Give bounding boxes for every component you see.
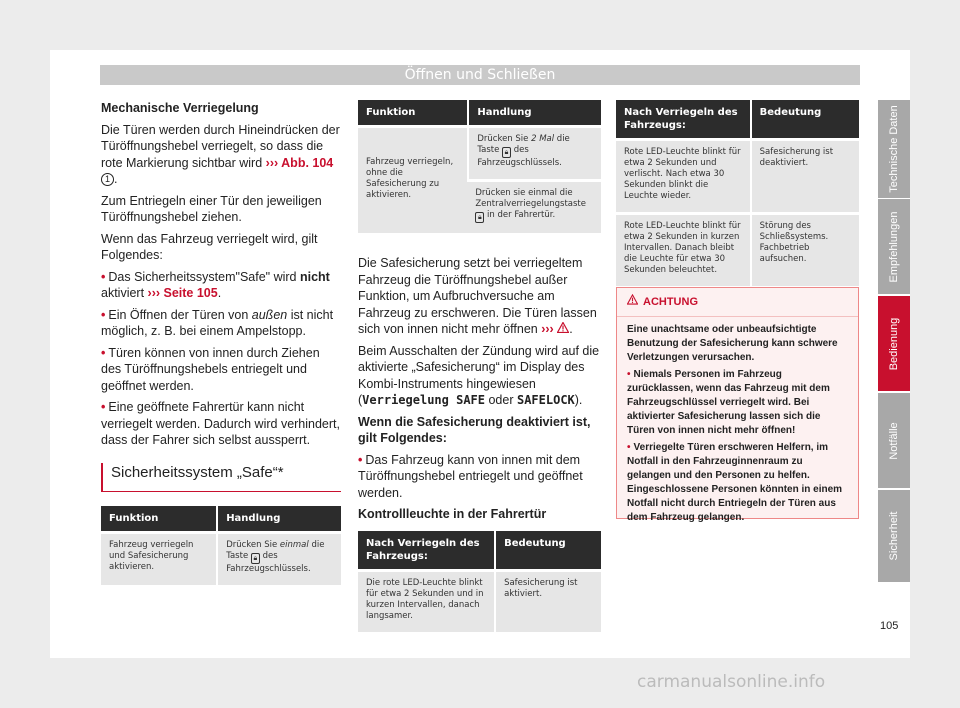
table-row: [616, 138, 859, 212]
table-header: Nach Verriegeln des Fahrzeugs:: [358, 531, 494, 569]
text: die Taste: [477, 134, 570, 155]
table-header: Handlung: [467, 100, 601, 125]
bullet-icon: •: [627, 442, 631, 453]
text: ).: [574, 393, 583, 407]
tab-label: Technische Daten: [888, 105, 900, 193]
bullet-icon: •: [101, 269, 106, 284]
text: .: [569, 322, 573, 336]
text: .: [114, 172, 118, 186]
text: oder: [485, 393, 517, 407]
text: ist nicht möglich, z. B. bei einem Ampelstopp.: [101, 307, 334, 338]
table-row: [616, 212, 859, 286]
text: Verriegelte Türen erschweren Helfern, im Notfall in den Fahrzeuginnenraum zu gelangen und den Personen zu helfen. Eingeschlossene Personen könnten in einem Notfall nicht durch Entriegeln der Türen aus dem Fahrzeug gelangen.: [627, 442, 843, 523]
table-row: [358, 569, 601, 632]
table-cell: [467, 125, 601, 179]
paragraph: [358, 255, 601, 338]
warning-triangle-icon: [557, 322, 569, 333]
tab-sicherheit[interactable]: [878, 490, 910, 582]
text: einmal: [279, 539, 309, 550]
warning-triangle-icon: [627, 294, 638, 305]
column-middle: [358, 100, 601, 632]
paragraph: Wenn die Safesicherung deaktiviert ist, gilt Folgendes:: [358, 414, 591, 445]
table-header: Nach Verriegeln des Fahrzeugs:: [616, 100, 750, 138]
paragraph: Wenn das Fahrzeug verriegelt wird, gilt Folgendes:: [101, 231, 318, 262]
bullet-item: [101, 399, 341, 449]
table-row: [358, 125, 601, 179]
text: Drücken sie einmal die Zentralverriegelungstaste: [475, 188, 586, 209]
tab-label: Sicherheit: [888, 511, 900, 561]
tab-bedienung[interactable]: [878, 296, 910, 391]
table-cell: Fahrzeug verriegeln und Safesicherung aktivieren.: [101, 531, 216, 585]
text: Ein Öffnen der Türen von: [108, 307, 252, 322]
text: nicht: [299, 269, 330, 284]
table-header: Funktion: [101, 506, 216, 531]
table-cell: Störung des Schließsystems. Fachbetrieb aufsuchen.: [750, 212, 859, 286]
page-number: 105: [880, 620, 899, 632]
tab-technische-daten[interactable]: [878, 100, 910, 198]
table-header: Bedeutung: [750, 100, 859, 138]
indicator-table: [616, 100, 859, 286]
table-cell: [467, 179, 601, 233]
tab-empfehlungen[interactable]: [878, 199, 910, 294]
callout-number: 1: [101, 173, 114, 186]
tab-label: Bedienung: [888, 317, 900, 370]
table-cell: Fahrzeug verriegeln, ohne die Safesicherung zu aktivieren.: [358, 125, 467, 233]
indicator-table: [358, 531, 601, 632]
watermark: carmanualsonline.info: [637, 672, 826, 692]
lock-key-icon: 🔒︎: [251, 553, 260, 564]
page-header: Öffnen und Schließen: [100, 65, 860, 85]
function-table: [101, 506, 341, 585]
table-header: Handlung: [216, 506, 341, 531]
bullet-icon: •: [101, 307, 106, 322]
table-cell: Die rote LED-Leuchte blinkt für etwa 2 Sekunden und in kurzen Intervallen, danach langsamer.: [358, 569, 494, 632]
text: Niemals Personen im Fahrzeug zurücklassen, wenn das Fahrzeug mit dem Fahrzeugschlüssel verriegelt wird. Bei aktivierter Safesicherung lassen sich die Türen von innen nicht mehr öffnen!: [627, 369, 830, 436]
table-cell: Rote LED-Leuchte blinkt für etwa 2 Sekunden in kurzen Intervallen. Danach bleibt die Leuchte für etwa 30 Sekunden beleuchtet.: [616, 212, 750, 286]
table-cell: Rote LED-Leuchte blinkt für etwa 2 Sekunden und verlischt. Nach etwa 30 Sekunden blinkt die Leuchte wieder.: [616, 138, 750, 212]
figure-reference-link[interactable]: ››› Abb. 104: [265, 155, 334, 170]
display-message: Verriegelung SAFE: [362, 393, 485, 407]
warning-box: [616, 287, 859, 523]
tab-label: Notfälle: [888, 421, 900, 460]
table-row: [101, 531, 341, 585]
table-header: Funktion: [358, 100, 467, 125]
bullet-icon: •: [101, 345, 106, 360]
text: Eine geöffnete Fahrertür kann nicht verriegelt werden. Dadurch wird verhindert, dass der Fahrer sich selbst aussperrt.: [101, 400, 340, 447]
bullet-item: [101, 345, 341, 395]
section-heading-mechanical-locking: Mechanische Verriegelung: [101, 101, 259, 115]
text: des Fahrzeugschlüssels.: [477, 145, 562, 168]
bullet-icon: •: [358, 452, 363, 467]
warning-reference-link[interactable]: ›››: [541, 322, 554, 336]
text: Das Sicherheitssystem"Safe" wird: [108, 269, 300, 284]
text: 2 Mal: [531, 134, 555, 144]
table-cell: Safesicherung ist deaktiviert.: [750, 138, 859, 212]
text: Türen können von innen durch Ziehen des Türöffnungshebels entriegelt und geöffnet werden.: [101, 345, 320, 393]
paragraph: Zum Entriegeln einer Tür den jeweiligen Türöffnungshebel ziehen.: [101, 193, 322, 224]
text: .: [217, 286, 222, 300]
text: Beim Ausschalten der Zündung wird auf die aktivierte „Safesicherung“ im Display des Kombi-Instruments hingewiesen (: [358, 343, 600, 407]
paragraph: [358, 343, 601, 409]
central-lock-icon: 🔒︎: [475, 212, 484, 223]
column-left: [101, 100, 341, 585]
text: Die Safesicherung setzt bei verriegeltem Fahrzeug die Türöffnungshebel außer Funktion, um Aufbruchversuche am Fahrzeug zu erschweren. Die Türen lassen sich von innen nicht mehr öffnen: [358, 256, 597, 336]
bullet-item: [101, 307, 341, 340]
text: Drücken Sie: [226, 539, 280, 550]
text: Das Fahrzeug kann von innen mit dem Türöffnungshebel entriegelt und geöffnet werden.: [358, 452, 583, 500]
paragraph: Eine unachtsame oder unbeaufsichtigte Benutzung der Safesicherung kann schwere Verletzungen verursachen.: [627, 324, 838, 363]
table-cell: Safesicherung ist aktiviert.: [494, 569, 601, 632]
bullet-item: [358, 452, 601, 502]
bullet-item: [101, 269, 341, 302]
text: Drücken Sie: [477, 134, 532, 144]
text: aktiviert: [101, 286, 148, 300]
text: in der Fahrertür.: [484, 210, 556, 220]
text: des Fahrzeugschlüssels.: [226, 550, 311, 574]
warning-body: [627, 323, 848, 525]
tab-label: Empfehlungen: [888, 211, 900, 282]
text: ACHTUNG: [643, 296, 698, 308]
text: außen: [251, 307, 288, 322]
tab-notfaelle[interactable]: [878, 393, 910, 488]
display-message: SAFELOCK: [516, 393, 575, 407]
warning-title: [617, 292, 858, 317]
paragraph: [101, 122, 341, 188]
section-title-safe-system: Sicherheitssystem „Safe“*: [101, 463, 341, 492]
bullet-item: [627, 441, 848, 525]
paragraph: Kontrollleuchte in der Fahrertür: [358, 507, 547, 521]
table-cell: [216, 531, 341, 585]
function-table: [358, 100, 601, 233]
page-reference-link[interactable]: ››› Seite 105: [147, 286, 218, 300]
text: Die Türen werden durch Hineindrücken der Türöffnungshebel verriegelt, so dass die rote Markierung sichtbar wird: [101, 122, 340, 170]
column-right: [616, 100, 859, 286]
text: die Taste: [226, 539, 325, 561]
lock-key-icon: 🔒︎: [502, 147, 511, 158]
bullet-icon: •: [101, 400, 106, 414]
bullet-item: [627, 368, 848, 438]
table-header: Bedeutung: [494, 531, 601, 569]
bullet-icon: •: [627, 369, 631, 380]
